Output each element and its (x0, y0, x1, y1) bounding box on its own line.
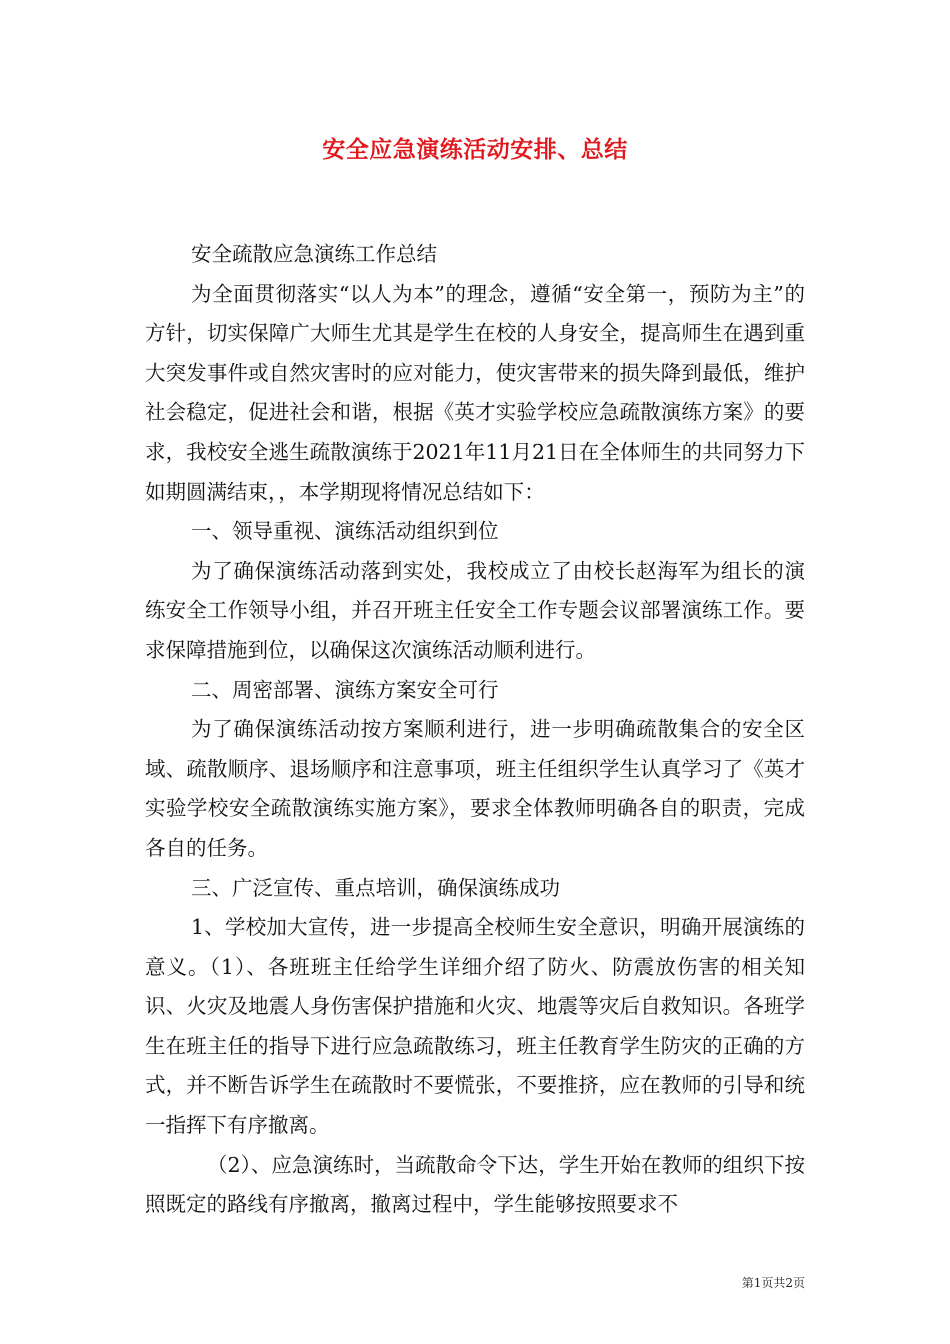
paragraph-section-2: 为了确保演练活动按方案顺利进行，进一步明确疏散集合的安全区域、疏散顺序、退场顺序和注意事项，班主任组织学生认真学习了《英才实验学校安全疏散演练实施方案》，要求全体教师明确各自的职责，完成各自的任务。 (145, 717, 805, 860)
paragraph-section-3-item-1: 1、学校加大宣传，进一步提高全校师生安全意识，明确开展演练的意义。（1）、各班班主任给学生详细介绍了防火、防震放伤害的相关知识、火灾及地震人身伤害保护措施和火灾、地震等灾后自救知识。各班学生在班主任的指导下进行应急疏散练习，班主任教育学生防灾的正确的方式，并不断告诉学生在疏散时不要慌张，不要推挤，应在教师的引导和统一指挥下有序撤离。 (145, 915, 805, 1138)
intro-paragraph: 为全面贯彻落实“以人为本”的理念，遵循“安全第一，预防为主”的方针，切实保障广大师生尤其是学生在校的人身安全，提高师生在遇到重大突发事件或自然灾害时的应对能力，使灾害带来的损失降到最低，维护社会稳定，促进社会和谐，根据《英才实验学校应急疏散演练方案》的要求，我校安全逃生疏散演练于2021年11月21日在全体师生的共同努力下如期圆满结束，，本学期现将情况总结如下： (145, 281, 805, 504)
document-body (145, 235, 805, 1225)
paragraph-section-1: 为了确保演练活动落到实处，我校成立了由校长赵海军为组长的演练安全工作领导小组，并召开班主任安全工作专题会议部署演练工作。要求保障措施到位，以确保这次演练活动顺利进行。 (145, 558, 805, 662)
page-number: 第1页共2页 (741, 1276, 805, 1290)
paragraph-section-3-item-2: （2）、应急演练时，当疏散命令下达，学生开始在教师的组织下按照既定的路线有序撤离，撤离过程中，学生能够按照要求不 (145, 1152, 805, 1217)
section-subtitle: 安全疏散应急演练工作总结 (191, 242, 437, 266)
heading-section-3: 三、广泛宣传、重点培训，确保演练成功 (191, 875, 560, 900)
document-title: 安全应急演练活动安排、总结 (322, 136, 628, 163)
heading-section-1: 一、领导重视、演练活动组织到位 (191, 519, 499, 544)
heading-section-2: 二、周密部署、演练方案安全可行 (191, 677, 499, 702)
